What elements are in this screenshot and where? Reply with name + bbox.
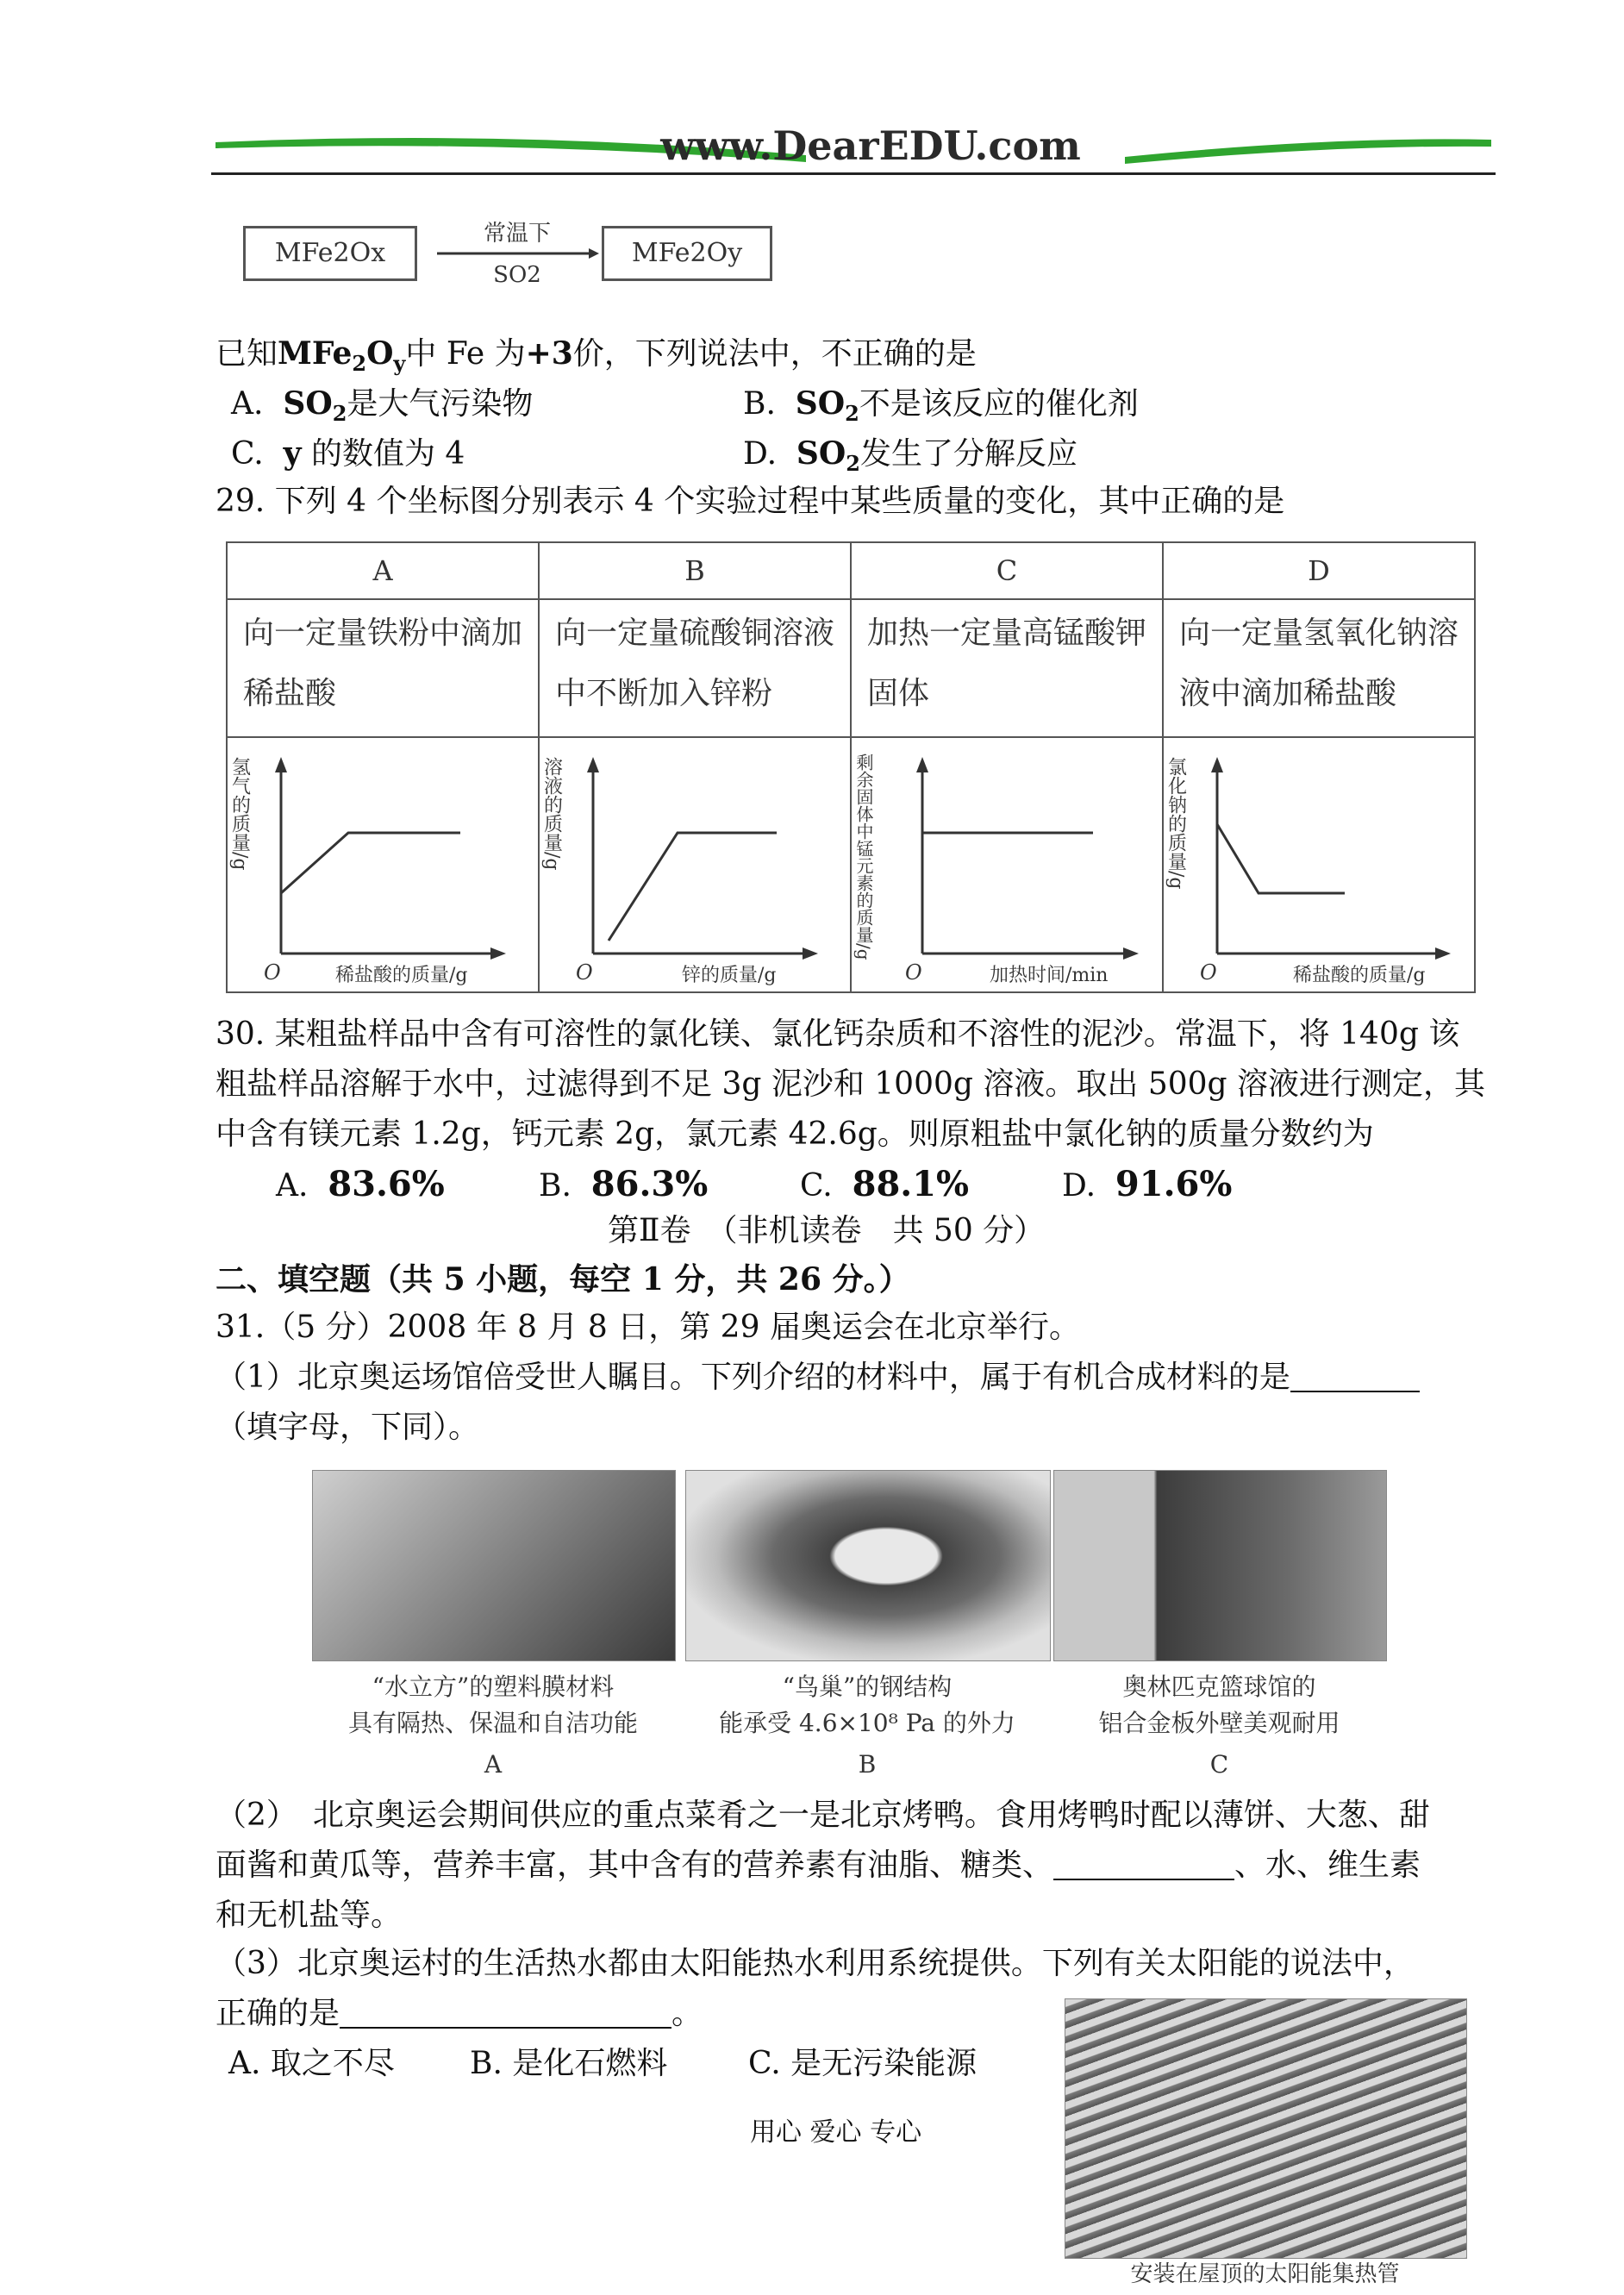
q29-col-desc-a: 向一定量铁粉中滴加稀盐酸 [227, 599, 539, 737]
q30-line2: 粗盐样品溶解于水中，过滤得到不足 3g 泥沙和 1000g 溶液。取出 500g 溶液进行测定，其 [215, 1066, 1486, 1102]
q31-p3-option-b: B. 是化石燃料 [470, 2046, 668, 2081]
photo-solar-collectors [1065, 1998, 1467, 2259]
q28-stem: 已知$MFe_2O_y$中 Fe 为+3价，下列说法中，不正确的是 [215, 335, 977, 376]
graph-a-origin: O [264, 960, 281, 985]
caption-c-letter: C [1209, 1750, 1229, 1779]
q31-p3-line2: 正确的是 。 [215, 1996, 703, 2031]
q31-p2-blank[interactable] [1053, 1848, 1234, 1880]
reaction-arrow-bottom: SO2 [493, 262, 541, 288]
section2-title: 第Ⅱ卷 （非机读卷 共 50 分） [608, 1213, 1046, 1248]
q29-graph-a [228, 738, 538, 988]
q29-col-desc-c: 加热一定量高锰酸钾固体 [851, 599, 1163, 737]
q29-col-desc-b: 向一定量硫酸铜溶液中不断加入锌粉 [539, 599, 851, 737]
q29-col-head-c: C [851, 542, 1163, 599]
q28-option-a: A. $SO_2$是大气污染物 [231, 385, 534, 426]
graph-a-ylabel: 氢气的质量/g [228, 757, 251, 871]
caption-b-letter: B [858, 1750, 877, 1779]
q28-option-c: C. y 的数值为 4 [231, 435, 465, 472]
graph-a-xlabel: 稀盐酸的质量/g [335, 965, 468, 986]
q31-p2-line3: 和无机盐等。 [215, 1898, 403, 1933]
reaction-left-box: MFe2Ox [243, 226, 417, 281]
q31-p3-option-a: A. 取之不尽 [228, 2046, 395, 2081]
caption-c-2: 铝合金板外壁美观耐用 [1098, 1709, 1340, 1737]
q29-graph-cell-d [1163, 737, 1475, 992]
q29-col-head-a: A [227, 542, 539, 599]
q29-graph-cell-c [851, 737, 1163, 992]
q30-option-b: B. 86.3% [539, 1164, 709, 1204]
photo-basketball-gym [1053, 1470, 1387, 1661]
q29-graph-cell-a [227, 737, 539, 992]
q31-p1-line1: （1）北京奥运场馆倍受世人瞩目。下列介绍的材料中，属于有机合成材料的是 [215, 1357, 1420, 1398]
caption-solar: 安装在屋顶的太阳能集热管 [1130, 2261, 1400, 2287]
q31-p3-line1: （3）北京奥运村的生活热水都由太阳能热水利用系统提供。下列有关太阳能的说法中， [215, 1946, 1415, 1981]
caption-a-1: “水立方”的塑料膜材料 [372, 1673, 615, 1701]
graph-b-xlabel: 锌的质量/g [682, 965, 777, 986]
graph-c-xlabel: 加热时间/min [990, 965, 1109, 986]
q30-option-a: A. 83.6% [276, 1164, 445, 1204]
q29-graph-d [1164, 738, 1474, 988]
graph-b-origin: O [576, 960, 593, 985]
q31-p1-line2: （填字母，下同）。 [215, 1410, 480, 1445]
q31-p2-line1: （2） 北京奥运会期间供应的重点菜肴之一是北京烤鸭。食用烤鸭时配以薄饼、大葱、甜 [215, 1798, 1430, 1833]
q29-graph-c [852, 738, 1162, 988]
q29-stem: 29. 下列 4 个坐标图分别表示 4 个实验过程中某些质量的变化，其中正确的是 [215, 484, 1285, 519]
q29-col-head-b: B [539, 542, 851, 599]
q29-graph-b [540, 738, 850, 988]
graph-c-ylabel: 剩余固体中锰元素的质量/g [853, 754, 874, 960]
caption-a-2: 具有隔热、保温和自洁功能 [347, 1709, 638, 1737]
graph-d-xlabel: 稀盐酸的质量/g [1293, 965, 1426, 986]
q29-graph-cell-b [539, 737, 851, 992]
section2-heading: 二、填空题（共 5 小题，每空 1 分，共 26 分。） [215, 1261, 910, 1298]
q29-graph-table [226, 541, 1476, 993]
caption-b-1: “鸟巢”的钢结构 [782, 1673, 953, 1701]
q30-option-c: C. 88.1% [800, 1164, 970, 1204]
graph-d-origin: O [1200, 960, 1217, 985]
site-name: www.DearEDU.com [660, 122, 1081, 169]
q31-stem: 31.（5 分）2008 年 8 月 8 日，第 29 届奥运会在北京举行。 [215, 1310, 1080, 1345]
caption-a-letter: A [484, 1750, 503, 1779]
reaction-arrow-icon [435, 247, 599, 260]
header-rule [211, 172, 1496, 175]
reaction-right-box: MFe2Oy [602, 226, 772, 281]
graph-d-ylabel: 氯化钠的质量/g [1165, 757, 1187, 890]
caption-c-1: 奥林匹克篮球馆的 [1122, 1673, 1316, 1701]
graph-c-origin: O [905, 960, 922, 985]
photo-birds-nest [685, 1470, 1051, 1661]
q29-col-desc-d: 向一定量氢氧化钠溶液中滴加稀盐酸 [1163, 599, 1475, 737]
q31-p1-blank[interactable] [1290, 1360, 1420, 1392]
q31-p2-line2: 面酱和黄瓜等，营养丰富，其中含有的营养素有油脂、糖类、 、水、维生素 [215, 1848, 1421, 1883]
q31-p3-option-c: C. 是无污染能源 [748, 2046, 978, 2081]
graph-b-ylabel: 溶液的质量/g [540, 757, 563, 871]
graph-b-curve [609, 833, 777, 941]
q31-p3-blank[interactable] [340, 1996, 671, 2029]
q30-line1: 30. 某粗盐样品中含有可溶性的氯化镁、氯化钙杂质和不溶性的泥沙。常温下，将 140g 该 [215, 1016, 1460, 1052]
caption-b-2: 能承受 4.6×10⁸ Pa 的外力 [719, 1709, 1015, 1737]
q30-line3: 中含有镁元素 1.2g，钙元素 2g，氯元素 42.6g。则原粗盐中氯化钠的质量分数约为 [215, 1116, 1374, 1152]
photo-water-cube [312, 1470, 676, 1661]
q28-option-b: B. $SO_2$不是该反应的催化剂 [743, 385, 1139, 426]
graph-d-curve [1217, 824, 1345, 893]
q28-option-d: D. $SO_2$发生了分解反应 [743, 435, 1077, 476]
footer-text: 用心 爱心 专心 [750, 2117, 922, 2148]
q30-option-d: D. 91.6% [1062, 1164, 1233, 1204]
graph-a-curve [281, 833, 460, 893]
q29-col-head-d: D [1163, 542, 1475, 599]
reaction-arrow-top: 常温下 [483, 221, 551, 247]
